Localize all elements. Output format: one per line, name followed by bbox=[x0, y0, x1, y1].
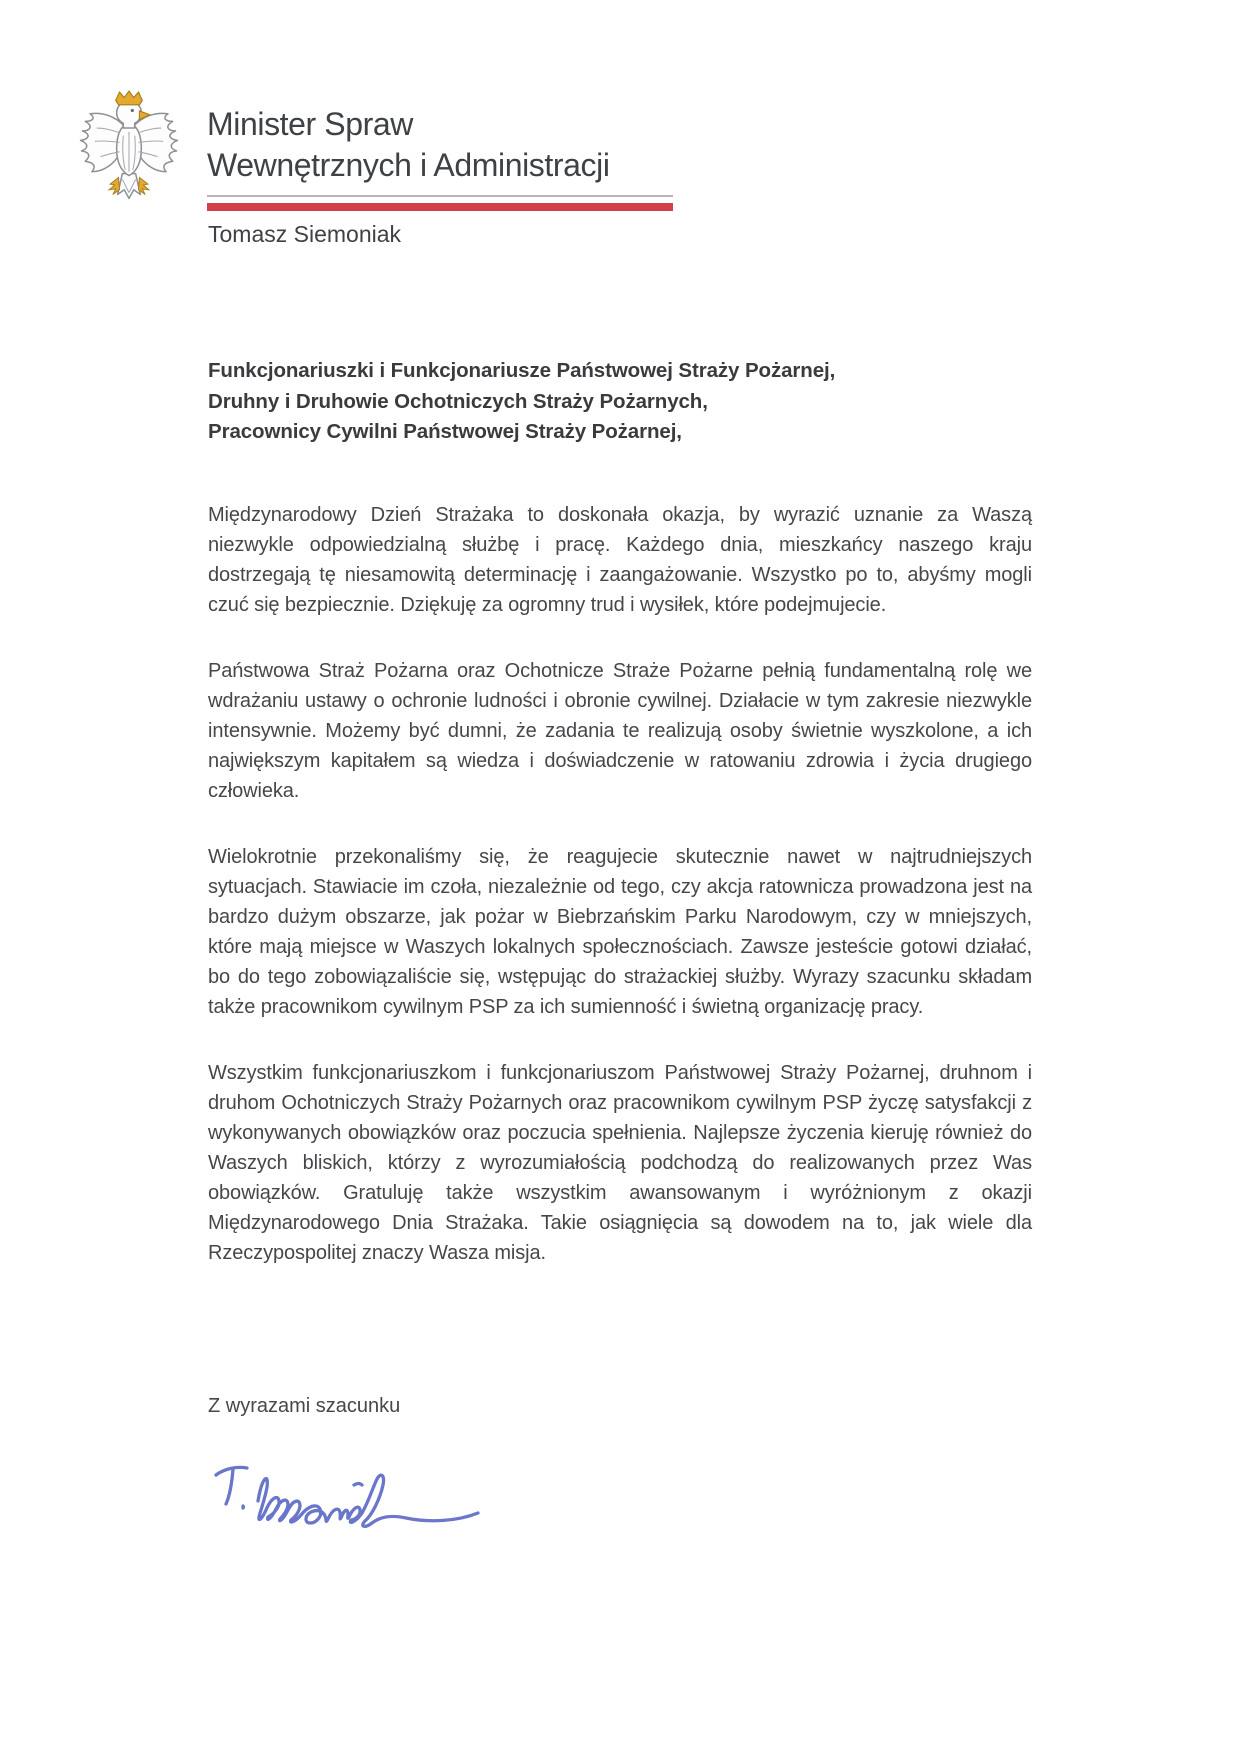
ministry-title-line2: Wewnętrznych i Administracji bbox=[207, 147, 610, 183]
salutation-line-3: Pracownicy Cywilni Państwowej Straży Pożarnej, bbox=[208, 420, 682, 443]
letter-paragraph-4: Wszystkim funkcjonariuszkom i funkcjonariuszom Państwowej Straży Pożarnej, druhnom i druhom Ochotniczych Straży Pożarnych oraz pracownikom cywilnym PSP życzę satysfakcji z wykonywanych obowiązków oraz poczucia spełnienia. Najlepsze życzenia kieruję również do Waszych bliskich, którzy z wyrozumiałością podchodzą do realizowanych przez Was obowiązków. Gratuluję także wszystkim awansowanym i wyróżnionym z okazji Międzynarodowego Dnia Strażaka. Takie osiągnięcia są dowodem na to, jak wiele dla Rzeczypospolitej znaczy Wasza misja. bbox=[208, 1061, 1032, 1264]
letter-body bbox=[208, 356, 1032, 1541]
closing-phrase: Z wyrazami szacunku bbox=[208, 1394, 401, 1417]
letter-paragraph-1: Międzynarodowy Dzień Strażaka to doskonała okazja, by wyrazić uznanie za Waszą niezwykle odpowiedzialną służbę i pracę. Każdego dnia, mieszkańcy naszego kraju dostrzegają tę niesamowitą determinację i zaangażowanie. Wszystko po to, abyśmy mogli czuć się bezpiecznie. Dziękuję za ogromny trud i wysiłek, które podejmujecie. bbox=[208, 503, 1032, 616]
salutation-line-2: Druhny i Druhowie Ochotniczych Straży Pożarnych, bbox=[208, 389, 708, 413]
letter-paragraph-2: Państwowa Straż Pożarna oraz Ochotnicze Straże Pożarne pełnią fundamentalną rolę we wdrażaniu ustawy o ochronie ludności i obronie cywilnej. Działacie w tym zakresie niezwykle intensywnie. Możemy być dumni, że zadania te realizują osoby świetnie wyszkolone, a ich największym kapitałem są wiedza i doświadczenie w ratowaniu zdrowia i życia drugiego człowieka. bbox=[208, 659, 1032, 802]
letter-paragraph-3: Wielokrotnie przekonaliśmy się, że reagujecie skutecznie nawet w najtrudniejszych sytuacjach. Stawiacie im czoła, niezależnie od tego, czy akcja ratownicza prowadzona jest na bardzo dużym obszarze, jak pożar w Biebrzańskim Parku Narodowym, czy w mniejszych, które mają miejsce w Waszych lokalnych społecznościach. Zawsze jesteście gotowi działać, bo do tego zobowiązaliście się, wstępując do strażackiej służby. Wyrazy szacunku składam także pracownikom cywilnym PSP za ich sumienność i świetną organizację pracy. bbox=[208, 845, 1032, 1018]
salutation bbox=[208, 356, 1032, 448]
ministry-title bbox=[207, 104, 610, 186]
flag-divider bbox=[207, 194, 673, 212]
minister-name: Tomasz Siemoniak bbox=[208, 221, 402, 247]
ministry-title-line1: Minister Spraw bbox=[207, 106, 414, 142]
minister-signature bbox=[210, 1449, 490, 1541]
salutation-line-1: Funkcjonariuszki i Funkcjonariusze Państwowej Straży Pożarnej, bbox=[208, 359, 836, 382]
handwritten-signature-icon bbox=[210, 1449, 490, 1539]
flag-white-stripe bbox=[207, 195, 673, 197]
polish-eagle-icon bbox=[72, 88, 186, 208]
flag-red-stripe bbox=[207, 203, 673, 211]
